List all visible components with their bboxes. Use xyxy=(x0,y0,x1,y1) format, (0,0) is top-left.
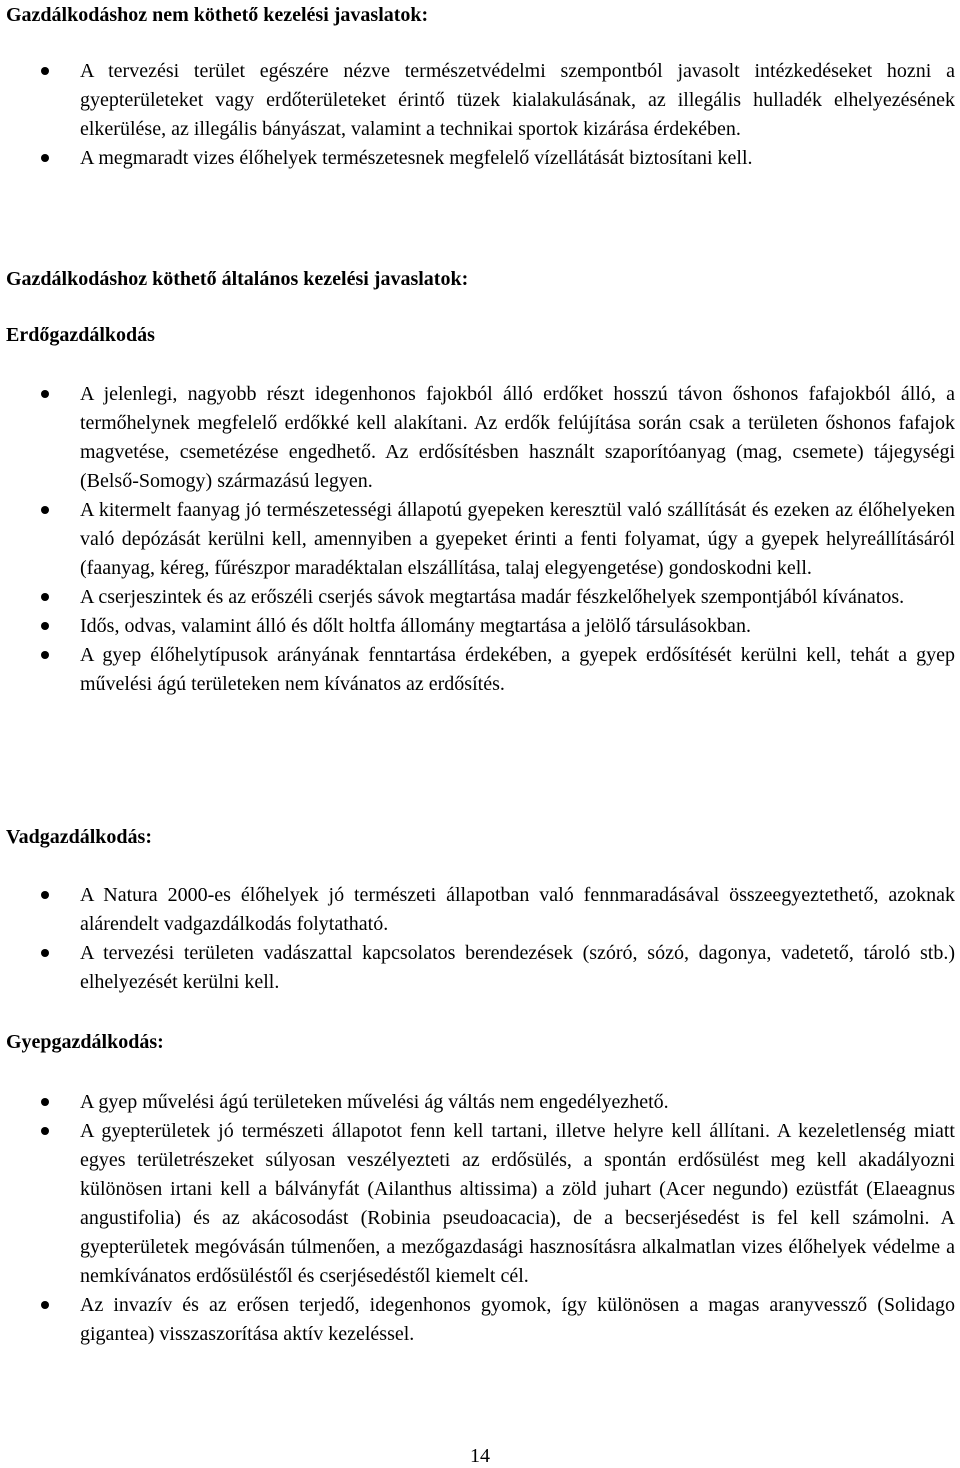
page-number: 14 xyxy=(470,1445,490,1467)
list-item: A gyep élőhelytípusok arányának fenntartása érdekében, a gyepek erdősítését kerülni kell, tehát a gyep művelési ágú területeken nem kívánatos az erdősítés. xyxy=(0,641,955,699)
list-item: A gyepterületek jó természeti állapotot fenn kell tartani, illetve helyre kell állítani. A kezeletlenség miatt egyes területrészeket súlyosan veszélyezteti az erdősülés, a spontán erdősülést meg kell akadályozni különösen irtani kell a bálványfát (Ailanthus altissima) a zöld juhart (Acer negundo) ezüstfát (Elaeagnus angustifolia) és az akácosodást (Robinia pseudoacacia), de a becserjésedést is fel kell számolni. A gyepterületek megóvásán túlmenően, a mezőgazdasági hasznosításra alkalmatlan vizes élőhelyek védelme a nemkívánatos erdősüléstől és cserjésedéstől kiemelt cél. xyxy=(0,1117,955,1291)
bullet-icon xyxy=(41,154,49,162)
bullet-icon xyxy=(41,506,49,514)
bullet-list-forestry xyxy=(0,380,955,699)
list-item: A Natura 2000-es élőhelyek jó természeti állapotban való fennmaradásával összeegyeztethető, azoknak alárendelt vadgazdálkodás folytatható. xyxy=(0,881,955,939)
list-item: Idős, odvas, valamint álló és dőlt holtfa állomány megtartása a jelölő társulásokban. xyxy=(0,612,955,641)
bullet-icon xyxy=(41,949,49,957)
list-item: Az invazív és az erősen terjedő, idegenhonos gyomok, így különösen a magas aranyvessző (Solidago gigantea) visszaszorítása aktív kezeléssel. xyxy=(0,1291,955,1349)
bullet-icon xyxy=(41,891,49,899)
section-heading-grassland: Gyepgazdálkodás: xyxy=(6,1031,164,1053)
list-item: A megmaradt vizes élőhelyek természetesnek megfelelő vízellátását biztosítani kell. xyxy=(0,144,955,173)
bullet-icon xyxy=(41,1098,49,1106)
list-item: A jelenlegi, nagyobb részt idegenhonos fajokból álló erdőket hosszú távon őshonos fafajokból álló, a termőhelynek megfelelő erdőkké kell alakítani. Az erdők felújítása során csak a területen őshonos fafajok magvetése, csemetézése engedhető. Az erdősítésben használt szaporítóanyag (mag, csemete) tájegységi (Belső-Somogy) származású legyen. xyxy=(0,380,955,496)
list-item: A tervezési területen vadászattal kapcsolatos berendezések (szóró, sózó, dagonya, vadetető, tároló stb.) elhelyezését kerülni kell. xyxy=(0,939,955,997)
bullet-list-non-management xyxy=(0,57,955,173)
list-item: A kitermelt faanyag jó természetességi állapotú gyepeken keresztül való szállítását és ezeken az élőhelyeken való depózását kerülni kell, amennyiben a gyepeket érinti a fenti folyamat, úgy a gyepek helyreállításáról (faanyag, kéreg, fűrészpor maradéktalan elszállítása, talaj elegyengetése) gondoskodni kell. xyxy=(0,496,955,583)
bullet-icon xyxy=(41,622,49,630)
section-heading-forestry: Erdőgazdálkodás xyxy=(6,324,155,346)
bullet-icon xyxy=(41,390,49,398)
section-heading-game-management: Vadgazdálkodás: xyxy=(6,826,152,848)
bullet-icon xyxy=(41,67,49,75)
list-item: A gyep művelési ágú területeken művelési ág váltás nem engedélyezhető. xyxy=(0,1088,955,1117)
bullet-icon xyxy=(41,1127,49,1135)
list-item: A cserjeszintek és az erőszéli cserjés sávok megtartása madár fészkelőhelyek szempontjából kívánatos. xyxy=(0,583,955,612)
bullet-list-game-management xyxy=(0,881,955,997)
bullet-icon xyxy=(41,651,49,659)
section-heading-management-general: Gazdálkodáshoz köthető általános kezelési javaslatok: xyxy=(6,268,469,290)
bullet-list-grassland xyxy=(0,1088,955,1349)
bullet-icon xyxy=(41,1301,49,1309)
section-heading-non-management: Gazdálkodáshoz nem köthető kezelési javaslatok: xyxy=(6,4,429,26)
list-item: A tervezési terület egészére nézve természetvédelmi szempontból javasolt intézkedéseket hozni a gyepterületeket vagy erdőterületeket érintő tüzek kialakulásának, az illegális hulladék elhelyezésének elkerülése, az illegális bányászat, valamint a technikai sportok kizárása érdekében. xyxy=(0,57,955,144)
bullet-icon xyxy=(41,593,49,601)
